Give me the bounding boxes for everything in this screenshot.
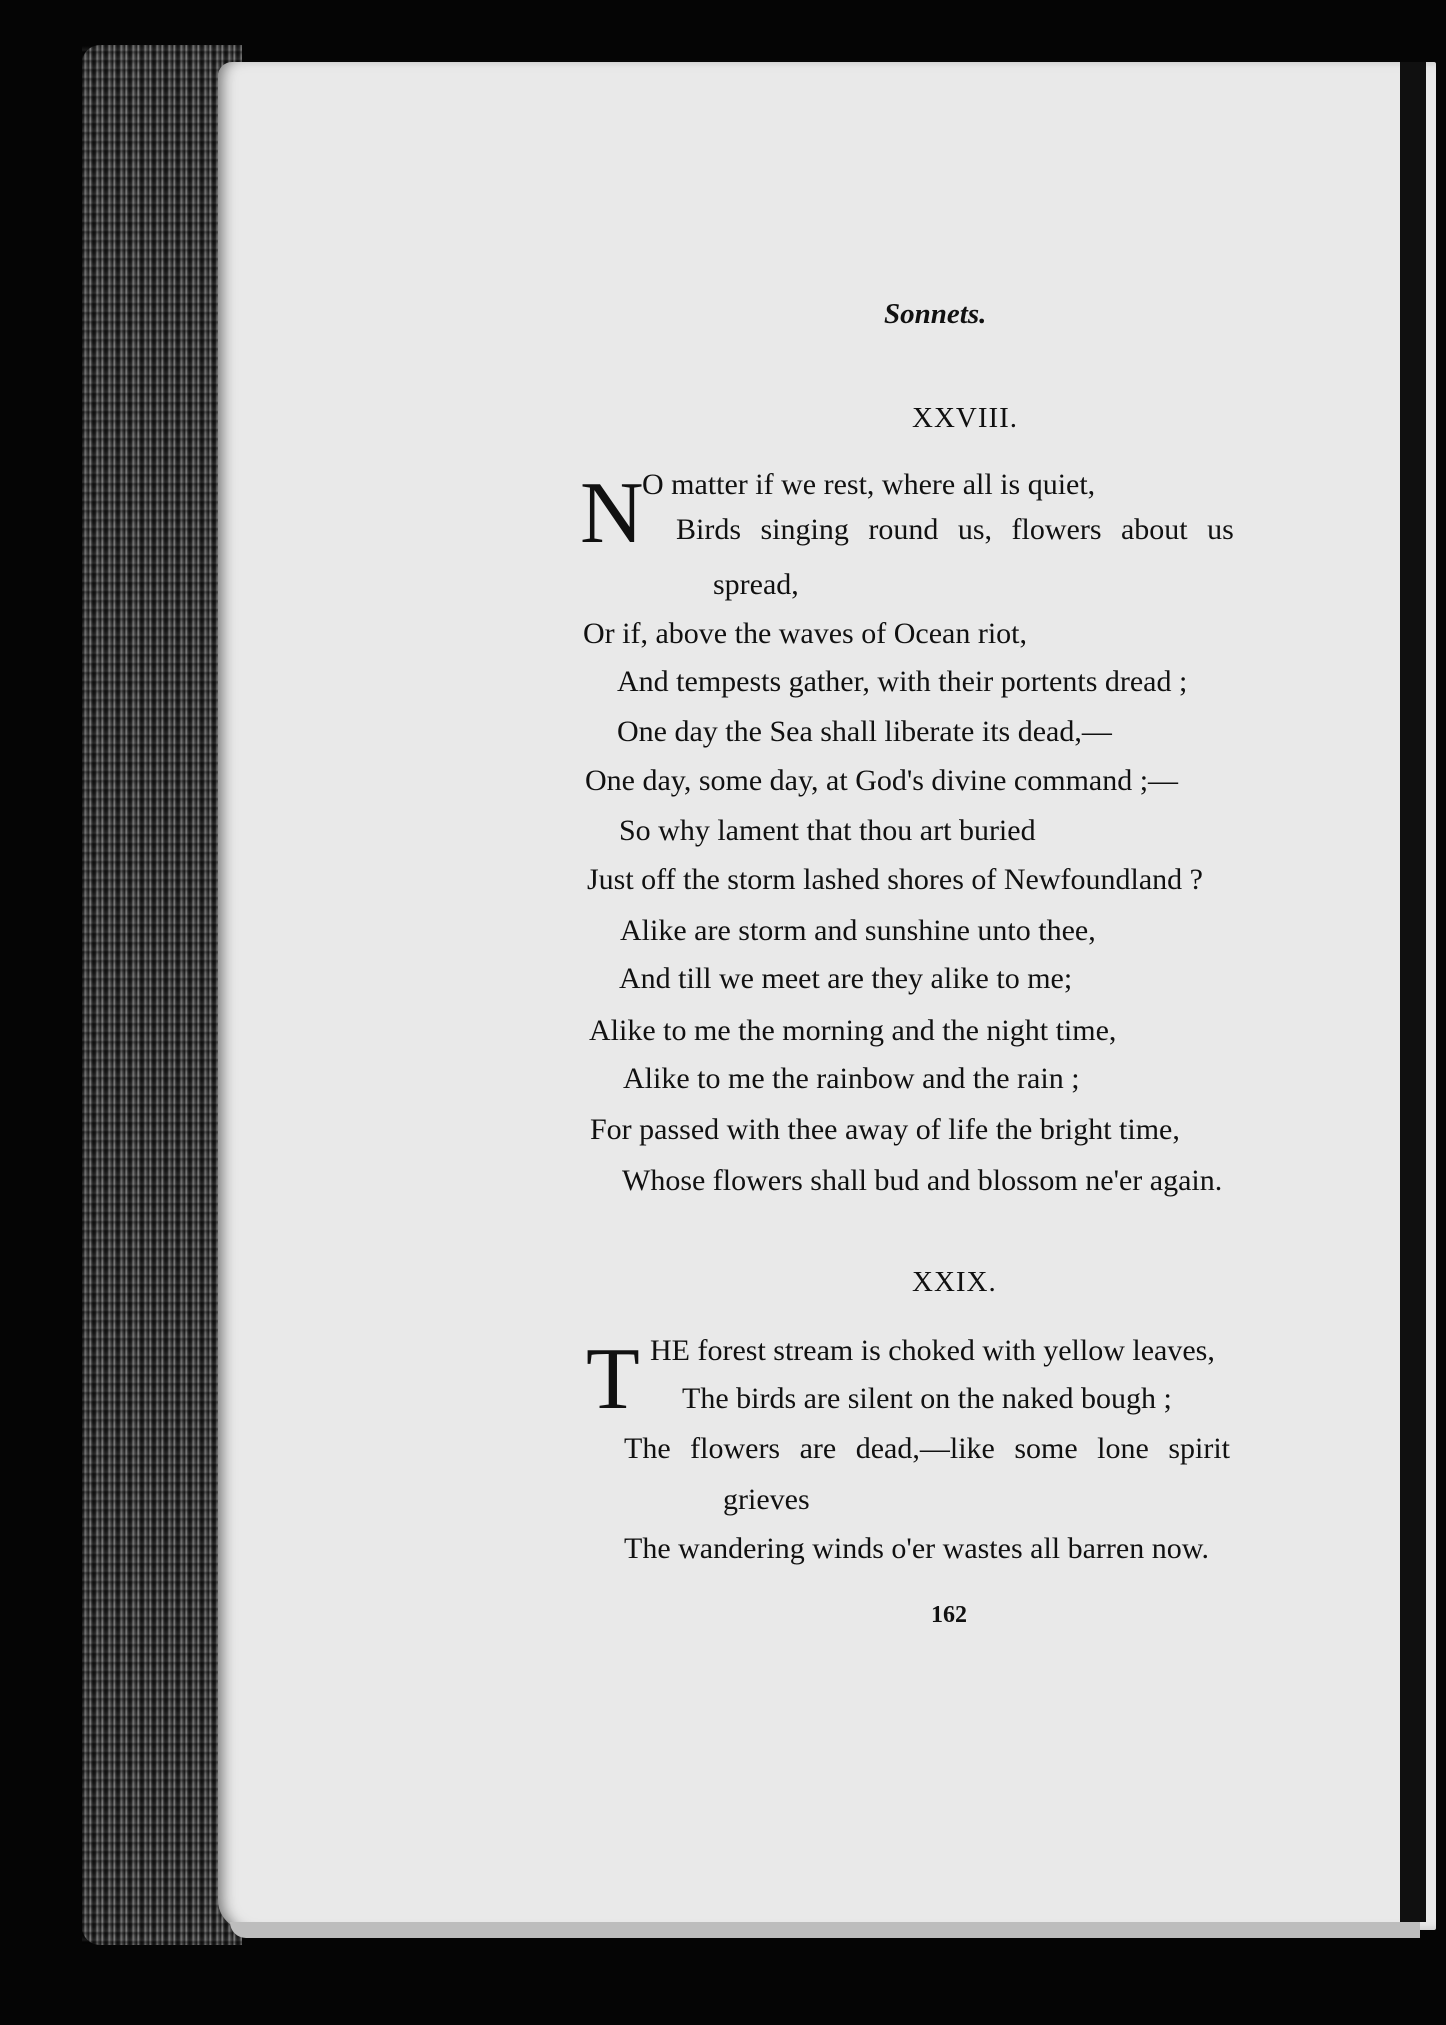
poem-line: One day, some day, at God's divine command ;— [585, 764, 1179, 797]
book-page [218, 62, 1436, 1930]
poem-line: grieves [723, 1483, 810, 1516]
poem-line: Alike to me the morning and the night time, [589, 1014, 1117, 1047]
poem-line: And tempests gather, with their portents dread ; [617, 665, 1188, 698]
poem-line: HE forest stream is choked with yellow leaves, [650, 1334, 1215, 1367]
drop-cap: T [586, 1331, 640, 1428]
sonnet-numeral: XXIX. [912, 1266, 997, 1298]
poem-line: One day the Sea shall liberate its dead,— [617, 715, 1112, 748]
poem-line: So why lament that thou art buried [619, 814, 1036, 847]
poem-line: Birds singing round us, flowers about us [676, 513, 1234, 546]
poem-line: spread, [713, 568, 799, 601]
poem-line: O matter if we rest, where all is quiet, [642, 468, 1096, 501]
poem-line: Whose flowers shall bud and blossom ne'er again. [622, 1164, 1223, 1197]
drop-cap: N [580, 465, 644, 562]
poem-line: Alike are storm and sunshine unto thee, [620, 914, 1096, 947]
poem-line: The wandering winds o'er wastes all barren now. [624, 1532, 1209, 1565]
poem-line: For passed with thee away of life the bright time, [590, 1113, 1180, 1146]
poem-line: And till we meet are they alike to me; [619, 962, 1073, 995]
poem-line: Just off the storm lashed shores of Newfoundland ? [587, 863, 1203, 896]
running-head: Sonnets. [884, 298, 987, 330]
page-right-shadow [1400, 62, 1426, 1922]
poem-line: The flowers are dead,—like some lone spirit [624, 1432, 1230, 1465]
poem-line: Or if, above the waves of Ocean riot, [583, 617, 1027, 650]
sonnet-numeral: XXVIII. [912, 402, 1019, 434]
page-number: 162 [931, 1602, 967, 1628]
poem-line: The birds are silent on the naked bough ; [682, 1382, 1172, 1415]
poem-line: Alike to me the rainbow and the rain ; [623, 1062, 1080, 1095]
page-bottom-edge [230, 1922, 1420, 1938]
